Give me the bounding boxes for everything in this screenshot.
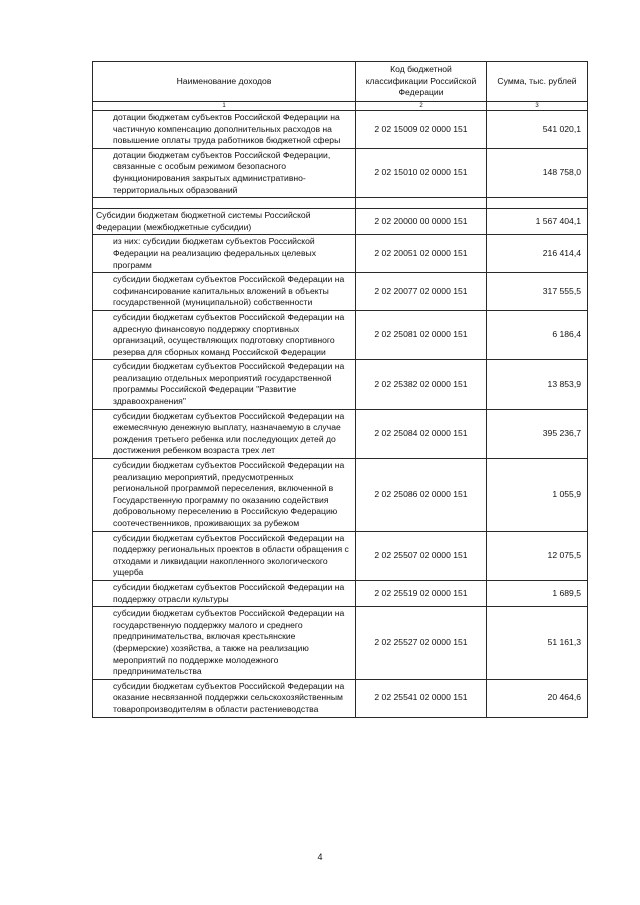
row-code: 2 02 25507 02 0000 151 (356, 531, 487, 580)
row-sum: 6 186,4 (487, 310, 588, 359)
row-sum: 317 555,5 (487, 273, 588, 311)
row-name: субсидии бюджетам субъектов Российской Федерации на оказание несвязанной поддержки сельскохозяйственным товаропроизводителям в области растениеводства (93, 679, 356, 717)
table-row (93, 273, 588, 311)
table-row (93, 310, 588, 359)
row-name: субсидии бюджетам субъектов Российской Федерации на государственную поддержку малого и среднего предпринимательства, включая крестьянские (фермерские) хозяйства, а также на реализацию мероприятий по поддержке молодежного предпринимательства (93, 607, 356, 680)
table-header-row (93, 62, 588, 102)
row-sum: 541 020,1 (487, 111, 588, 149)
table-row (93, 607, 588, 680)
table-row (93, 148, 588, 197)
row-sum: 395 236,7 (487, 409, 588, 458)
row-name: Субсидии бюджетам бюджетной системы Российской Федерации (межбюджетные субсидии) (93, 209, 356, 235)
row-sum (487, 198, 588, 209)
row-sum: 12 075,5 (487, 531, 588, 580)
row-code: 2 02 20077 02 0000 151 (356, 273, 487, 311)
table-row (93, 235, 588, 273)
header-sum: Сумма, тыс. рублей (487, 62, 588, 102)
row-code: 2 02 20051 02 0000 151 (356, 235, 487, 273)
table-row (93, 580, 588, 606)
row-code: 2 02 15010 02 0000 151 (356, 148, 487, 197)
row-sum: 1 689,5 (487, 580, 588, 606)
table-row (93, 679, 588, 717)
row-name: дотации бюджетам субъектов Российской Федерации на частичную компенсацию дополнительных расходов на повышение оплаты труда работников бюджетной сферы (93, 111, 356, 149)
column-number-2: 2 (356, 102, 487, 111)
row-sum: 1 567 404,1 (487, 209, 588, 235)
row-code: 2 02 25519 02 0000 151 (356, 580, 487, 606)
row-code: 2 02 25541 02 0000 151 (356, 679, 487, 717)
row-code: 2 02 25084 02 0000 151 (356, 409, 487, 458)
row-code: 2 02 15009 02 0000 151 (356, 111, 487, 149)
row-name: субсидии бюджетам субъектов Российской Федерации на адресную финансовую поддержку спортивных организаций, осуществляющих подготовку спортивного резерва для сборных команд Российской Федерации (93, 310, 356, 359)
row-code: 2 02 25527 02 0000 151 (356, 607, 487, 680)
row-code: 2 02 25086 02 0000 151 (356, 459, 487, 532)
row-name (93, 198, 356, 209)
row-sum: 148 758,0 (487, 148, 588, 197)
row-sum: 216 414,4 (487, 235, 588, 273)
row-code: 2 02 25081 02 0000 151 (356, 310, 487, 359)
table-row-empty (93, 198, 588, 209)
row-sum: 13 853,9 (487, 360, 588, 409)
header-code: Код бюджетной классификации Российской Федерации (356, 62, 487, 102)
row-name: субсидии бюджетам субъектов Российской Федерации на поддержку региональных проектов в области обращения с отходами и ликвидации накопленного экологического ущерба (93, 531, 356, 580)
row-sum: 51 161,3 (487, 607, 588, 680)
column-number-row (93, 102, 588, 111)
row-name: субсидии бюджетам субъектов Российской Федерации на ежемесячную денежную выплату, назначаемую в случае рождения третьего ребенка или последующих детей до достижения ребенком возраста трех лет (93, 409, 356, 458)
row-code (356, 198, 487, 209)
table-row (93, 209, 588, 235)
table-row (93, 360, 588, 409)
table-row (93, 111, 588, 149)
row-name: из них: субсидии бюджетам субъектов Российской Федерации на реализацию федеральных целевых программ (93, 235, 356, 273)
table-row (93, 459, 588, 532)
row-name: субсидии бюджетам субъектов Российской Федерации на софинансирование капитальных вложений в объекты государственной (муниципальной) собственности (93, 273, 356, 311)
row-sum: 1 055,9 (487, 459, 588, 532)
row-code: 2 02 20000 00 0000 151 (356, 209, 487, 235)
table-row (93, 531, 588, 580)
row-name: дотации бюджетам субъектов Российской Федерации, связанные с особым режимом безопасного функционирования закрытых административно-территориальных образований (93, 148, 356, 197)
revenue-table (92, 61, 588, 718)
row-code: 2 02 25382 02 0000 151 (356, 360, 487, 409)
row-name: субсидии бюджетам субъектов Российской Федерации на поддержку отрасли культуры (93, 580, 356, 606)
page-number: 4 (317, 852, 323, 862)
column-number-1: 1 (93, 102, 356, 111)
row-name: субсидии бюджетам субъектов Российской Федерации на реализацию мероприятий, предусмотренных региональной программой переселения, включенной в Государственную программу по оказанию содействия добровольному переселению в Российскую Федерацию соотечественников, проживающих за рубежом (93, 459, 356, 532)
header-name: Наименование доходов (93, 62, 356, 102)
row-name: субсидии бюджетам субъектов Российской Федерации на реализацию отдельных мероприятий государственной программы Российской Федерации "Развитие здравоохранения" (93, 360, 356, 409)
column-number-3: 3 (487, 102, 588, 111)
table-row (93, 409, 588, 458)
row-sum: 20 464,6 (487, 679, 588, 717)
